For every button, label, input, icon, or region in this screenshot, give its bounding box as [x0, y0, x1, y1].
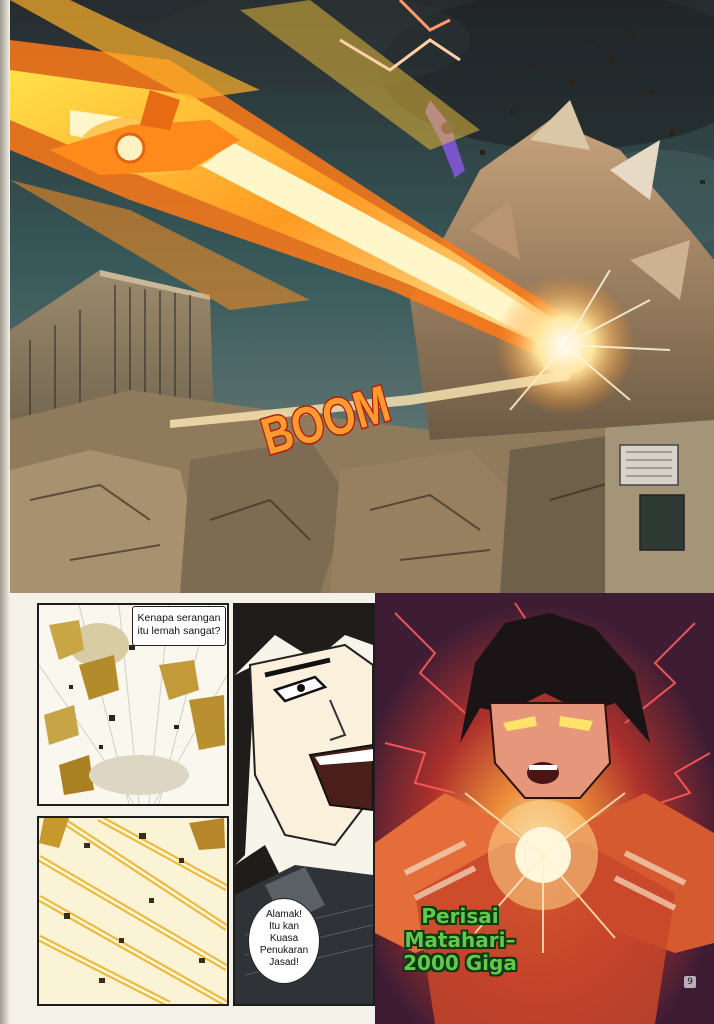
- attack-name-caption: [372, 905, 548, 976]
- speech-balloon-question: Kenapa serangan itu lemah sangat?: [132, 606, 226, 646]
- boom-text: BOOM: [255, 366, 427, 467]
- splash-artwork: [10, 0, 714, 593]
- panel-golden-beams: [37, 816, 229, 1006]
- golden-beams-artwork: [39, 818, 227, 1004]
- attack-name-line-1: Perisai: [421, 904, 499, 928]
- air-conditioner-icon: [620, 445, 678, 485]
- splash-panel-explosion: [10, 0, 714, 593]
- speech-balloon-shock: [248, 898, 320, 984]
- shock-line-4: Penukaran: [259, 945, 309, 956]
- shock-line-5: Jasad!: [269, 957, 299, 968]
- shock-line-2: Itu kan: [268, 921, 300, 932]
- page-number: 9: [684, 976, 696, 988]
- attack-name-line-2: Matahari–: [404, 927, 516, 952]
- shock-line-1: Alamak!: [265, 909, 303, 920]
- binding-strip: [0, 0, 10, 1024]
- attack-name-line-3: 2000 Giga: [403, 951, 517, 976]
- shock-line-3: Kuasa: [269, 933, 299, 944]
